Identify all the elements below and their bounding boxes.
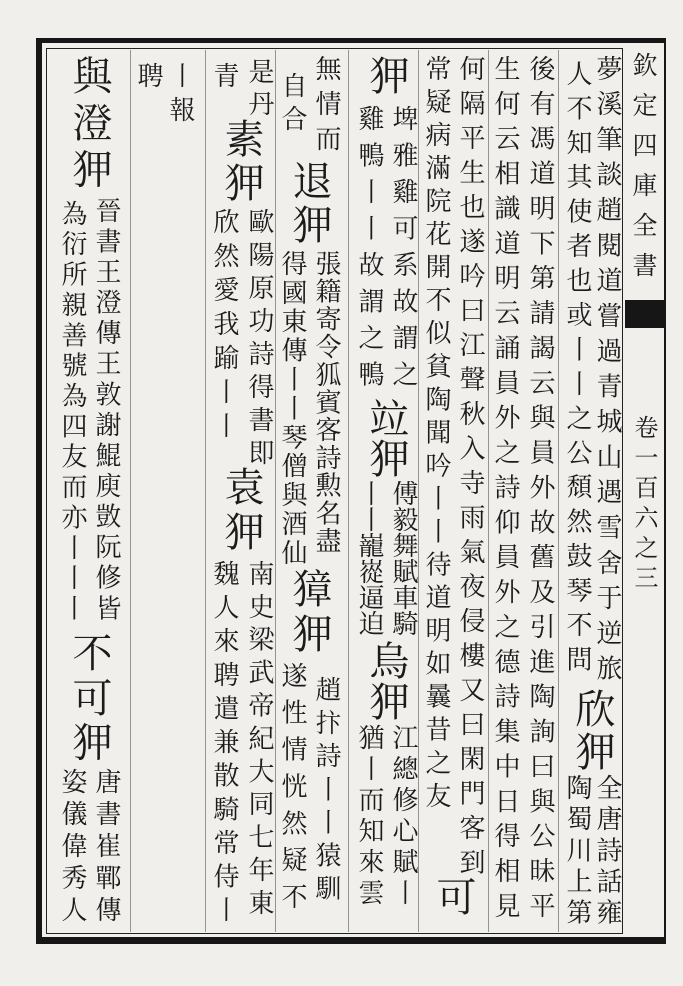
annotation-right: 後有馮道明下第請謁云與員外故舊及引進陶詢曰與公昧平: [525, 55, 555, 927]
headword: 欣狎: [569, 688, 615, 774]
column-rule: [348, 50, 349, 932]
headword: 與澄狎: [66, 55, 112, 195]
annotation-left: 陶蜀川上第: [562, 774, 592, 930]
annotation-right: 何隔平生也遂吟曰江聲秋入寺雨氣夜侵樓又曰閑門客到: [455, 55, 485, 883]
annotation-left: 常疑病滿院花開不似貧陶聞吟丨丨待道明如曩昔之友: [421, 55, 451, 815]
headword: 袁狎: [218, 466, 264, 556]
annotation-right: 全唐詩話雍: [592, 774, 622, 930]
annotation-left: 生何云相識道明云誦員外之詩仰員外之德詩集中日得相見: [490, 55, 520, 927]
headword: 可: [430, 876, 476, 922]
annotation-left: 丨丨巃嵸逼迫: [354, 480, 384, 636]
annotation-left: 姿儀偉秀人: [57, 768, 87, 928]
annotation-left: 遂性情恍然疑不: [277, 662, 307, 920]
headword: 退狎: [286, 160, 332, 248]
column-rule: [275, 50, 276, 932]
annotation-left: 雞鴨丨丨故謂之鴨: [354, 105, 384, 397]
headword: 素狎: [218, 118, 264, 206]
annotation-left: 魏人來聘遣兼散騎常侍丨: [209, 560, 239, 930]
annotation-right: 張籍寄令狐賓客詩勲名盡: [311, 250, 341, 555]
headword: 獐狎: [286, 568, 332, 658]
annotation-right: 埤雅雞可系故謂之: [388, 105, 418, 397]
annotation-left: 得國東傳丨丨琴僧與酒仙: [277, 250, 307, 568]
headword: 烏狎: [363, 640, 409, 722]
annotation-right: 歐陽原功詩得書即: [244, 208, 274, 472]
book-title: 欽定四庫全書: [629, 52, 658, 292]
annotation-left: 為衍所親善號為四友而亦丨丨丨: [57, 200, 87, 625]
annotation-right: 唐書崔鄲傳: [91, 768, 121, 928]
headword: 狎: [363, 55, 409, 103]
annotation-left: 聘: [133, 62, 163, 102]
annotation-right: 南史梁武帝紀大同七年東: [244, 560, 274, 922]
column-rule: [418, 50, 419, 932]
annotation-left: 欣然愛我踰丨丨: [209, 208, 239, 446]
headword: 竝狎: [363, 398, 409, 478]
headword: 不可狎: [66, 632, 112, 766]
annotation-left: 猶丨而知來雲: [354, 724, 384, 910]
column-rule: [558, 50, 559, 932]
annotation-right: 是丹: [244, 58, 274, 122]
annotation-left: 自合: [277, 72, 307, 138]
annotation-right: 夢溪筆談趙閱道嘗過青城山遇雪舍于逆旅: [592, 55, 622, 690]
juan-number: 卷一百六之三: [630, 415, 658, 595]
column-rule: [130, 50, 131, 932]
column-rule: [205, 50, 206, 932]
column-rule: [488, 50, 489, 932]
annotation-left: 人不知其使者也或丨丨之公頹然鼓琴不問: [562, 60, 592, 680]
annotation-right: 江總修心賦丨: [388, 724, 418, 910]
annotation-right: 傅毅舞賦車騎: [388, 480, 418, 636]
annotation-right: 趙抃詩丨丨猿馴: [311, 676, 341, 908]
annotation-left: 青: [209, 62, 239, 98]
annotation-right: 無情而: [311, 55, 341, 160]
annotation-right: 丨報: [165, 62, 195, 130]
fishtail-mark: [625, 300, 664, 328]
annotation-right: 晉書王澄傳王敦謝鯤庾敳阮修皆: [91, 197, 121, 625]
